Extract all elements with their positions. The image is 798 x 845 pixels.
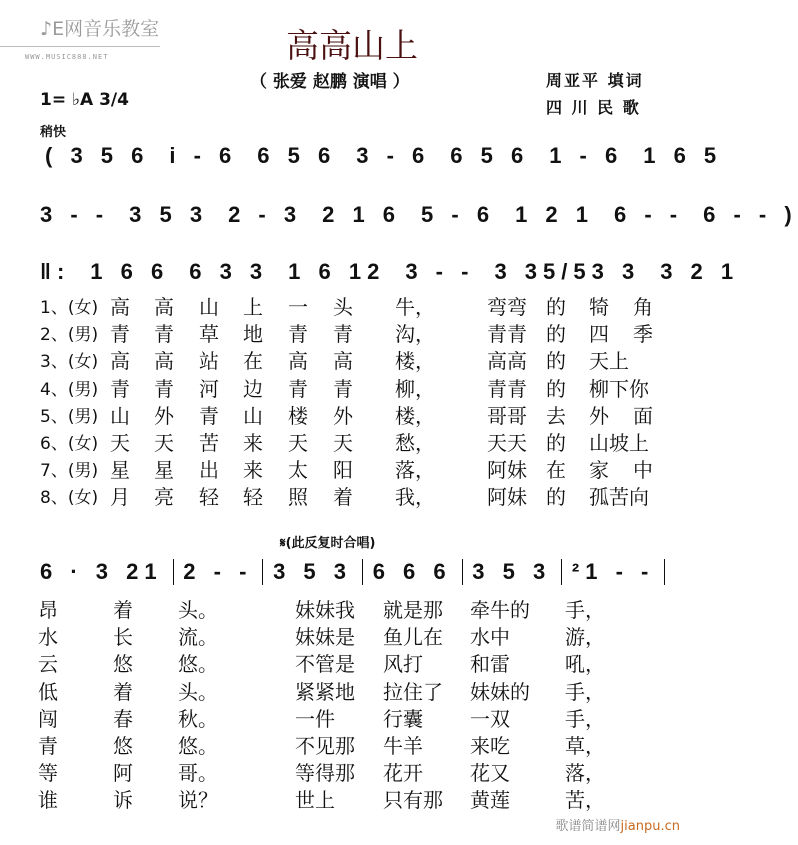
- lyric-char: 阿妹: [487, 458, 527, 483]
- lyric-word: 秋。: [178, 706, 218, 731]
- bottom-watermark: [556, 815, 680, 834]
- lyric-word: 悠。: [178, 652, 218, 677]
- measure: 3 5 3: [472, 559, 552, 584]
- lyric-char: 的: [546, 376, 566, 401]
- measure: 5 - 6: [421, 202, 496, 227]
- lyric-word: 一双: [470, 706, 510, 731]
- lyricist: 周亚平 填词: [546, 71, 644, 90]
- lyric-char: 月: [110, 485, 130, 510]
- lyric-char: 青: [288, 376, 308, 401]
- lyric-word: 草，: [565, 734, 605, 758]
- lyric-word: 等: [38, 761, 58, 786]
- lyric-char: 山坡上: [589, 431, 649, 455]
- lyric-char: 青: [333, 322, 353, 347]
- lyric-word: 世上: [295, 788, 335, 813]
- bar-line: [262, 559, 263, 585]
- measure: 3 2 1: [660, 259, 740, 284]
- lyric-char: 家: [589, 458, 609, 483]
- bar-line: [462, 559, 463, 585]
- bar-line: [362, 559, 363, 585]
- verse-label: 5、(男): [40, 406, 99, 427]
- lyric-char: 照: [288, 485, 308, 510]
- lyric-char: 外: [154, 403, 174, 428]
- lyric-word: 悠: [113, 652, 133, 677]
- verse-label: 7、(男): [40, 461, 99, 482]
- lyric-char: 愁，: [395, 431, 435, 455]
- lyric-char: 柳下你: [589, 376, 649, 401]
- lyric-word: 谁: [38, 788, 58, 813]
- lyric-char: 楼，: [395, 403, 435, 428]
- lyric-char: 边: [243, 376, 263, 401]
- lyric-word: 说？: [178, 788, 218, 813]
- lyric-word: 牛羊: [383, 734, 423, 758]
- lyric-char: 青: [154, 376, 174, 401]
- measure: 6 3 3: [189, 259, 269, 284]
- lyric-char: 出: [199, 458, 219, 483]
- measure: 6 6 6: [372, 559, 452, 584]
- lyric-char: 地: [243, 322, 263, 347]
- lyric-char: 在: [243, 349, 263, 374]
- lyric-word: 昂: [38, 598, 58, 622]
- lyric-char: 弯弯: [487, 295, 527, 319]
- tempo-marking: 稍快: [40, 125, 67, 140]
- lyric-word: 低: [38, 679, 58, 704]
- measure: 6 - - ): [703, 202, 798, 227]
- lyric-word: 落，: [565, 761, 605, 786]
- lyric-char: 草: [199, 322, 219, 347]
- measure: 1 6 5: [643, 143, 723, 168]
- lyric-char: 星: [154, 458, 174, 483]
- lyric-char: 青: [154, 322, 174, 347]
- lyric-word: 春: [113, 706, 133, 731]
- lyric-char: 上: [243, 295, 263, 319]
- lyric-word: 吼，: [565, 652, 605, 677]
- lyric-word: 悠: [113, 734, 133, 758]
- lyric-word: 手，: [565, 598, 605, 622]
- lyric-char: 轻: [243, 485, 263, 510]
- lyric-char: 孤苦向: [589, 485, 649, 510]
- lyric-word: 云: [38, 652, 58, 677]
- lyric-word: 牵牛的: [470, 598, 530, 622]
- lyric-char: 天: [333, 431, 353, 455]
- lyric-word: 手，: [565, 679, 605, 704]
- logo-text: E网音乐教室: [52, 18, 160, 40]
- measure: 3 35/53 3: [494, 259, 641, 284]
- verse-label: 8、(女): [40, 488, 99, 509]
- lyric-char: 河: [199, 376, 219, 401]
- lyric-char: 楼，: [395, 349, 435, 374]
- bar-line: [173, 559, 174, 585]
- lyric-word: 一件: [295, 706, 335, 731]
- lyric-char: 阳: [333, 458, 353, 483]
- lyric-char: 在: [546, 458, 566, 483]
- segno-note: 𝄋(此反复时合唱): [280, 536, 376, 551]
- chorus-notation: [40, 559, 675, 585]
- lyric-char: 角: [633, 295, 653, 319]
- lyric-word: 来吃: [470, 734, 510, 758]
- logo-url: WWW.MUSIC888.NET: [25, 53, 109, 61]
- lyric-char: 山: [243, 403, 263, 428]
- lyric-char: 头: [333, 295, 353, 319]
- lyric-char: 高: [288, 349, 308, 374]
- lyric-char: 高: [110, 349, 130, 374]
- lyric-char: 青: [333, 376, 353, 401]
- lyric-char: 的: [546, 431, 566, 455]
- lyric-char: 山: [110, 403, 130, 428]
- lyric-word: 妹妹我: [295, 598, 355, 622]
- measure: 3 - 6: [356, 143, 431, 168]
- lyric-char: 高: [333, 349, 353, 374]
- lyric-char: 中: [633, 458, 653, 483]
- lyric-char: 来: [243, 431, 263, 455]
- lyric-word: 不管是: [295, 652, 355, 677]
- lyric-char: 青: [110, 322, 130, 347]
- lyric-word: 只有那: [383, 788, 443, 813]
- bar-line: [561, 559, 562, 585]
- measure: 1 - 6: [549, 143, 624, 168]
- measure: 3 5 3: [129, 202, 209, 227]
- measure: ( 3 5 6: [45, 143, 150, 168]
- lyric-char: 青: [199, 403, 219, 428]
- verse-label: 1、(女): [40, 298, 99, 318]
- lyric-word: 长: [113, 625, 133, 650]
- lyric-char: 的: [546, 295, 566, 319]
- lyric-word: 等得那: [295, 761, 355, 786]
- lyric-word: 花开: [383, 761, 423, 786]
- lyric-word: 哥。: [178, 761, 218, 786]
- lyric-word: 紧紧地: [295, 679, 355, 704]
- lyric-char: 哥哥: [487, 403, 527, 428]
- lyric-char: 苦: [199, 431, 219, 455]
- lyric-char: 柳，: [395, 376, 435, 401]
- origin: 四 川 民 歌: [546, 98, 641, 117]
- watermark-cn: 歌谱简谱网: [555, 819, 621, 834]
- measure: 6 5 6: [450, 143, 530, 168]
- lyric-char: 青青: [487, 322, 527, 347]
- measure: 1 6 6: [90, 259, 170, 284]
- lyric-word: 诉: [113, 788, 133, 813]
- lyric-word: 水: [38, 625, 58, 650]
- lyric-char: 犄: [589, 295, 609, 319]
- lyric-char: 青青: [487, 376, 527, 401]
- lyric-word: 水中: [470, 625, 510, 650]
- lyric-char: 一: [288, 295, 308, 319]
- time-signature: 3/4: [99, 90, 129, 110]
- lyric-word: 拉住了: [383, 679, 443, 704]
- measure: 2 - -: [183, 559, 253, 584]
- lyric-char: 天天: [487, 431, 527, 455]
- lyric-char: 天: [154, 431, 174, 455]
- lyric-char: 高高: [487, 349, 527, 374]
- lyric-word: 流。: [178, 625, 218, 650]
- song-title: 高高山上: [286, 26, 418, 65]
- lyric-word: 不见那: [295, 734, 355, 758]
- verse-notation: [40, 259, 740, 285]
- watermark-url: jianpu.cn: [620, 819, 680, 834]
- measure: 1 2 1: [515, 202, 594, 227]
- verse-label: 6、(女): [40, 434, 99, 454]
- lyric-char: 牛，: [395, 295, 435, 319]
- lyric-char: 天上: [589, 349, 629, 374]
- measure: 6 5 6: [257, 143, 337, 168]
- lyric-word: 花又: [470, 761, 510, 786]
- lyric-char: 着: [333, 485, 353, 510]
- lyric-word: 手，: [565, 706, 605, 731]
- lyric-char: 楼: [288, 403, 308, 428]
- lyric-word: 闯: [38, 706, 58, 731]
- lyric-char: 山: [199, 295, 219, 319]
- lyric-char: 青: [110, 376, 130, 401]
- measure: 6 - -: [614, 202, 684, 227]
- bar-line: [664, 559, 665, 585]
- lyric-char: 高: [154, 295, 174, 319]
- lyric-word: 妹妹的: [470, 679, 530, 704]
- lyric-word: 苦，: [565, 788, 605, 813]
- lyric-char: 阿妹: [487, 485, 527, 510]
- measure: ²1 - -: [571, 559, 655, 584]
- lyric-word: 着: [113, 679, 133, 704]
- lyric-char: 沟，: [395, 322, 435, 347]
- lyric-char: 青: [288, 322, 308, 347]
- lyric-char: 四: [589, 322, 609, 347]
- lyric-char: 的: [546, 322, 566, 347]
- lyric-word: 风打: [383, 652, 423, 677]
- lyric-char: 的: [546, 349, 566, 374]
- measure: 3 5 3: [273, 559, 353, 584]
- lyric-char: 我，: [395, 485, 435, 510]
- lyric-char: 站: [199, 349, 219, 374]
- measure: 1 6 12: [288, 259, 386, 284]
- lyric-word: 和雷: [470, 652, 510, 677]
- lyric-char: 亮: [154, 485, 174, 510]
- intro-line-2: [40, 202, 798, 228]
- lyric-char: 天: [288, 431, 308, 455]
- lyric-char: 外: [589, 403, 609, 428]
- lyric-word: 黄莲: [470, 788, 510, 813]
- lyric-word: 游，: [565, 625, 605, 650]
- lyric-char: 高: [110, 295, 130, 319]
- verse-label: 2、(男): [40, 325, 99, 346]
- lyric-char: 的: [546, 485, 566, 510]
- lyric-word: 就是那: [383, 598, 443, 622]
- lyric-char: 去: [546, 403, 566, 428]
- logo-icon: ♪: [40, 18, 53, 40]
- measure: 6 · 3 21: [40, 559, 163, 584]
- lyric-char: 外: [333, 403, 353, 428]
- lyric-char: 星: [110, 458, 130, 483]
- lyric-word: 鱼儿在: [383, 625, 443, 650]
- lyric-word: 着: [113, 598, 133, 622]
- performers: （ 张爱 赵鹏 演唱 ）: [250, 72, 410, 92]
- verse-label: 4、(男): [40, 379, 99, 400]
- lyric-word: 行囊: [383, 706, 423, 731]
- measure: i - 6: [169, 143, 238, 168]
- intro-line-1: [45, 143, 723, 169]
- measure: 2 1 6: [322, 202, 402, 227]
- lyric-word: 青: [38, 734, 58, 758]
- lyric-word: 阿: [113, 761, 133, 786]
- lyric-word: 头。: [178, 679, 218, 704]
- key: 1= ♭A: [40, 90, 94, 110]
- measure: 3 - -: [405, 259, 475, 284]
- lyric-char: 太: [288, 458, 308, 483]
- lyric-char: 季: [633, 322, 653, 347]
- key-signature: [40, 90, 129, 110]
- lyric-char: 落，: [395, 458, 435, 483]
- measure: ‖:: [40, 259, 71, 284]
- verse-label: 3、(女): [40, 352, 99, 373]
- lyric-char: 高: [154, 349, 174, 374]
- lyric-char: 天: [110, 431, 130, 455]
- lyric-word: 悠。: [178, 734, 218, 758]
- lyric-word: 头。: [178, 598, 218, 622]
- lyric-char: 轻: [199, 485, 219, 510]
- lyric-word: 妹妹是: [295, 625, 355, 650]
- measure: 3 - -: [40, 202, 110, 227]
- lyric-char: 面: [633, 403, 653, 428]
- measure: 2 - 3: [228, 202, 303, 227]
- lyric-char: 来: [243, 458, 263, 483]
